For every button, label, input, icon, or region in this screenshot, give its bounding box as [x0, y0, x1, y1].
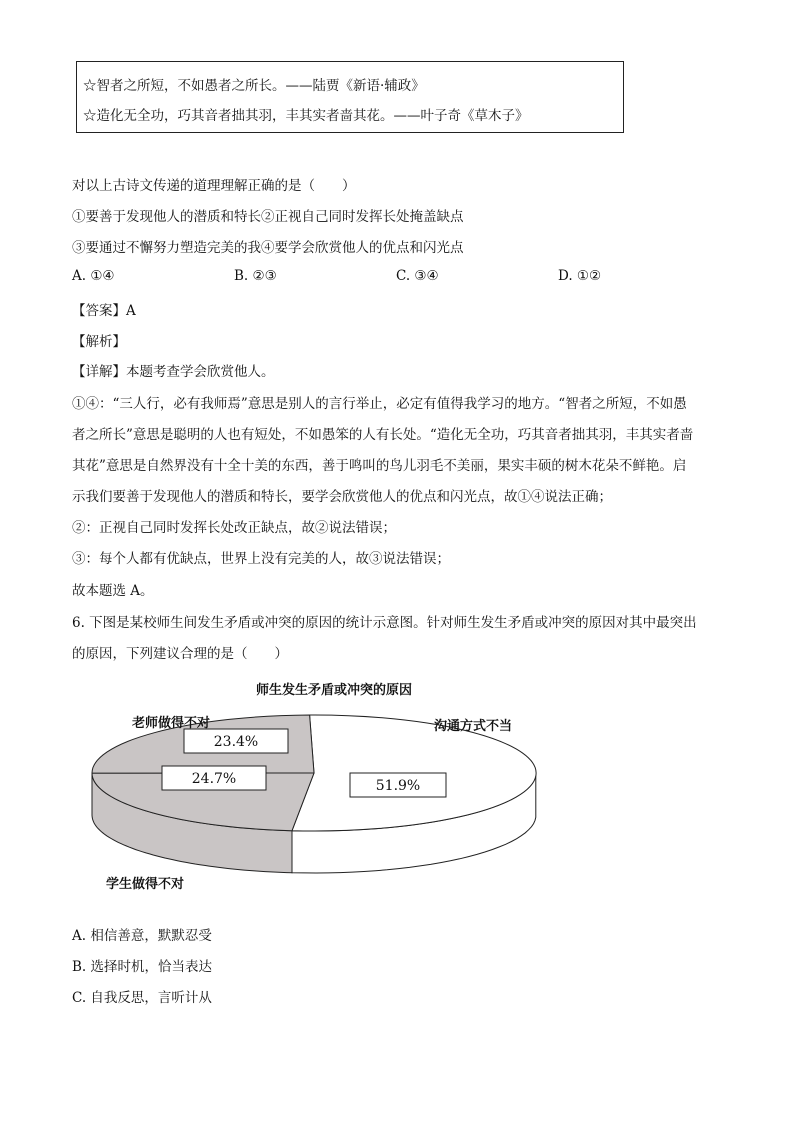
detail-line: 【详解】本题考查学会欣赏他人。 — [72, 364, 275, 380]
detail-line: 故本题选 A。 — [72, 583, 154, 599]
q6-stem-line-1: 6. 下图是某校师生间发生矛盾或冲突的原因的统计示意图。针对师生发生矛盾或冲突的原因对其中最突出 — [72, 615, 697, 631]
q5-statement-1: ①要善于发现他人的潜质和特长②正视自己同时发挥长处掩盖缺点 — [72, 209, 464, 225]
chart-title: 师生发生矛盾或冲突的原因 — [255, 683, 413, 698]
q5-stem: 对以上古诗文传递的道理理解正确的是（ ） — [72, 178, 356, 194]
category-label: 学生做得不对 — [106, 877, 185, 892]
detail-line: 其花”意思是自然界没有十全十美的东西，善于鸣叫的鸟儿羽毛不美丽，果实丰硕的树木花朵不鲜艳。启 — [72, 458, 687, 474]
detail-line: 者之所长”意思是聪明的人也有短处，不如愚笨的人有长处。“造化无全功，巧其音者拙其羽，丰其实者啬 — [72, 427, 694, 443]
detail-line: ③：每个人都有优缺点，世界上没有完美的人，故③说法错误； — [72, 551, 450, 567]
q5-statement-2: ③要通过不懈努力塑造完美的我④要学会欣赏他人的优点和闪光点 — [72, 240, 464, 256]
detail-line: ①④：“三人行，必有我师焉”意思是别人的言行举止，必定有值得我学习的地方。“智者之所短，不如愚 — [72, 396, 687, 412]
detail-line: 示我们要善于发现他人的潜质和特长，要学会欣赏他人的优点和闪光点，故①④说法正确； — [72, 489, 612, 505]
value-label: 23.4% — [213, 734, 259, 750]
value-label: 24.7% — [191, 771, 237, 787]
category-label: 沟通方式不当 — [434, 719, 513, 734]
q6-stem-line-2: 的原因，下列建议合理的是（ ） — [72, 646, 288, 662]
quote-line-2: ☆造化无全功，巧其音者拙其羽，丰其实者啬其花。——叶子奇《草木子》 — [83, 108, 529, 124]
q5-option-a: A. ①④ — [72, 268, 115, 284]
q5-analysis-label: 【解析】 — [72, 334, 126, 350]
q5-option-d: D. ①② — [558, 268, 602, 284]
q5-answer: 【答案】A — [72, 303, 136, 319]
quote-line-1: ☆智者之所短，不如愚者之所长。——陆贾《新语·辅政》 — [83, 78, 425, 94]
value-label: 51.9% — [375, 778, 421, 794]
pie-chart — [84, 678, 544, 898]
quote-box — [76, 61, 624, 133]
q5-option-c: C. ③④ — [396, 268, 439, 284]
q6-option-c: C. 自我反思，言听计从 — [72, 990, 212, 1006]
category-label: 老师做得不对 — [132, 716, 211, 731]
q6-option-a: A. 相信善意，默默忍受 — [72, 928, 212, 944]
detail-line: ②：正视自己同时发挥长处改正缺点，故②说法错误； — [72, 520, 396, 536]
q5-option-b: B. ②③ — [234, 268, 277, 284]
q6-option-b: B. 选择时机，恰当表达 — [72, 959, 213, 975]
